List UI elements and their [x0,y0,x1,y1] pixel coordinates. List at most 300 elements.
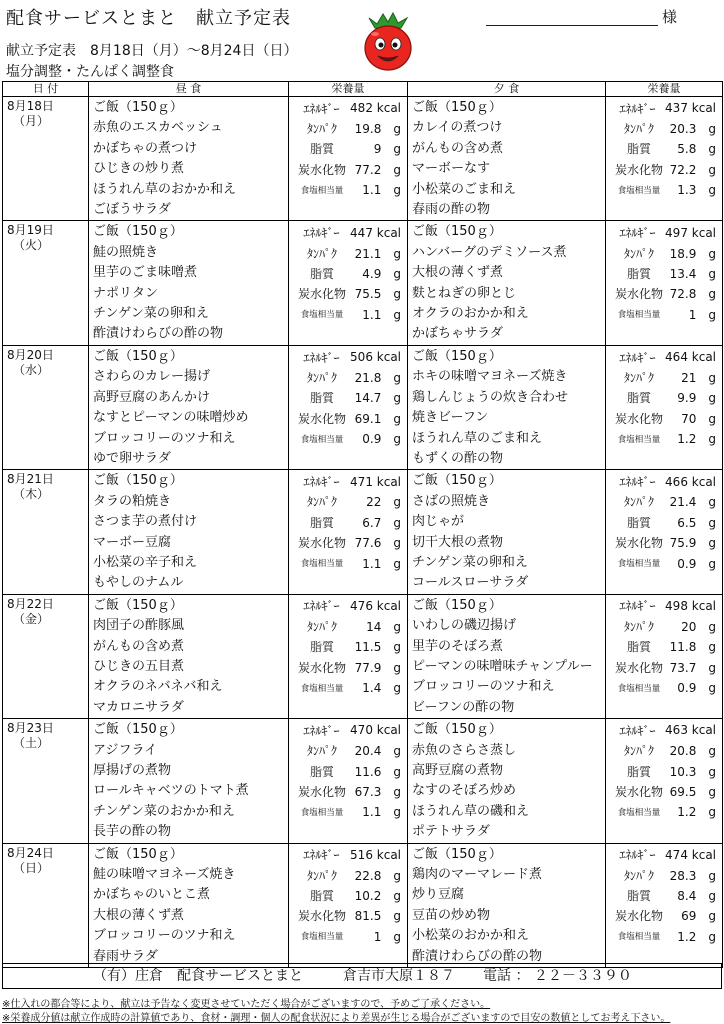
nutrition-label-protein: ﾀﾝﾊﾟｸ [306,122,337,137]
dinner-dish: コールスローサラダ [412,575,529,591]
lunch-nutrition-list [289,221,407,324]
note-nutrition-values: ※栄養成分値は献立作成時の計算値であり、食材・調理・個人の配食状況により差異が生じる場合がございますので目安の数値としてお考え下さい。 [2,1013,671,1024]
lunch-dish: 長芋の酢の物 [93,824,172,840]
nutrition-row-protein [606,367,722,387]
dinner-dish: がんもの含め煮 [412,140,504,156]
nutrition-label-salt: 食塩相当量 [300,310,344,321]
honorific-label: 様 [662,8,678,26]
lunch-nutrition-list [289,346,407,449]
nutrition-label-energy: ｴﾈﾙｷﾞｰ [619,101,656,116]
lunch-dish: ひじきの五目煮 [93,658,185,674]
nutrition-label-energy: ｴﾈﾙｷﾞｰ [619,723,656,738]
nutrition-value-protein: 21.1 g [354,246,401,261]
nutrition-value-salt: 0.9 g [362,432,401,447]
nutrition-label-protein: ﾀﾝﾊﾟｸ [623,246,654,261]
nutrition-row-fat [289,139,407,159]
lunch-dish: マカロニサラダ [93,699,184,715]
lunch-dish: 小松菜の辛子和え [93,554,198,570]
date-text: 8月22日 [7,596,54,611]
nutrition-value-carb: 73.7 g [669,660,716,675]
nutrition-row-protein [606,865,722,885]
lunch-nutrition-cell [289,470,408,594]
nutrition-row-energy [289,845,407,865]
dinner-dish: ご飯（150ｇ） [412,224,502,240]
nutrition-row-carb [289,781,407,801]
lunch-dish-list [89,844,288,967]
nutrition-value-fat: 4.9 g [362,266,401,281]
nutrition-row-salt [289,677,407,697]
lunch-dish: ブロッコリーのツナ和え [93,928,236,944]
dinner-dish: 酢漬けわらびの酢の物 [412,948,543,964]
dinner-dish: 切干大根の煮物 [412,534,504,550]
nutrition-value-protein: 21 g [681,370,716,385]
nutrition-row-carb [606,159,722,179]
table-header-row [3,82,723,97]
date-text: 8月23日 [7,721,54,736]
nutrition-label-salt: 食塩相当量 [617,559,661,570]
dinner-dish-list [408,595,605,718]
nutrition-value-salt: 1 g [688,307,716,322]
dinner-dish: 大根の薄くず煮 [412,265,504,281]
footer-contact [2,963,722,989]
nutrition-value-salt: 1.1 g [362,183,401,198]
nutrition-row-carb [606,906,722,926]
date-text: 8月20日 [7,347,54,362]
nutrition-row-salt [289,926,407,946]
nutrition-value-energy: 474 kcal [665,847,716,862]
dinner-dish: 赤魚のさらさ蒸し [412,742,517,758]
nutrition-label-salt: 食塩相当量 [617,310,661,321]
nutrition-value-energy: 437 kcal [665,101,716,116]
nutrition-label-protein: ﾀﾝﾊﾟｸ [623,495,654,510]
dinner-nutrition-cell [606,594,723,718]
lunch-dish: がんもの含め煮 [93,638,185,654]
lunch-dish: ご飯（150ｇ） [93,597,183,613]
nutrition-value-salt: 0.9 g [677,556,716,571]
date-text: 8月19日 [7,223,54,238]
nutrition-value-carb: 75.9 g [669,536,716,551]
nutrition-label-salt: 食塩相当量 [617,932,661,943]
weekday-text: （水） [13,362,50,377]
dinner-dish: ブロッコリーのツナ和え [412,679,555,695]
lunch-dish: ご飯（150ｇ） [93,100,183,115]
nutrition-label-salt: 食塩相当量 [300,932,344,943]
nutrition-label-fat: 脂質 [309,889,334,904]
dinner-dish: さばの照焼き [412,493,491,509]
dinner-dish: ピーマンの味噌味チャンプルー [412,658,593,674]
nutrition-label-fat: 脂質 [626,889,651,904]
lunch-dish: かぼちゃの煮つけ [93,140,198,156]
nutrition-row-carb [606,781,722,801]
nutrition-row-carb [606,408,722,428]
nutrition-value-protein: 18.9 g [669,246,716,261]
lunch-dishes-cell [89,97,289,221]
weekday-text: （木） [13,487,50,502]
nutrition-label-protein: ﾀﾝﾊﾟｸ [623,868,654,883]
nutrition-label-fat: 脂質 [309,142,334,157]
nutrition-row-fat [289,637,407,657]
dinner-nutrition-cell [606,719,723,843]
nutrition-label-energy: ｴﾈﾙｷﾞｰ [619,350,656,365]
dinner-nutrition-list [606,595,722,698]
nutrition-value-energy: 482 kcal [350,101,401,116]
nutrition-value-carb: 69.1 g [354,411,401,426]
dinner-dish: 春雨の酢の物 [412,202,491,218]
nutrition-value-protein: 14 g [366,619,401,634]
nutrition-value-salt: 1.2 g [677,432,716,447]
lunch-nutrition-list [289,97,407,200]
lunch-dish: さわらのカレー揚げ [93,369,211,385]
date-cell [3,97,89,221]
nutrition-row-carb [289,532,407,552]
nutrition-label-carb: 炭水化物 [297,660,346,675]
nutrition-label-salt: 食塩相当量 [300,185,344,196]
dinner-nutrition-list [606,97,722,200]
dinner-dish: ご飯（150ｇ） [412,100,502,115]
lunch-dish: ご飯（150ｇ） [93,722,183,738]
lunch-dish: ご飯（150ｇ） [93,473,183,489]
nutrition-row-fat [289,263,407,283]
nutrition-value-carb: 70 g [681,411,716,426]
nutrition-label-carb: 炭水化物 [614,536,663,551]
nutrition-value-salt: 1.1 g [362,805,401,820]
dinner-dish: マーボーなす [412,161,491,177]
nutrition-label-protein: ﾀﾝﾊﾟｸ [623,619,654,634]
nutrition-row-salt [289,304,407,324]
nutrition-row-fat [606,388,722,408]
dinner-dish: 小松菜のごま和え [412,181,517,197]
nutrition-value-protein: 22 g [366,495,401,510]
dinner-dish: 鶏肉のマーマレード煮 [412,867,543,883]
nutrition-row-protein [289,243,407,263]
nutrition-value-protein: 28.3 g [669,868,716,883]
dinner-dish: 高野豆腐の煮物 [412,763,504,778]
lunch-dish: ご飯（150ｇ） [93,846,183,862]
nutrition-label-carb: 炭水化物 [297,909,346,924]
nutrition-label-fat: 脂質 [626,515,651,530]
dinner-dish-list [408,97,605,220]
day-row [3,345,723,469]
weekday-text: （月） [13,114,50,128]
nutrition-label-energy: ｴﾈﾙｷﾞｰ [619,226,656,241]
nutrition-row-fat [289,761,407,781]
nutrition-label-protein: ﾀﾝﾊﾟｸ [623,744,654,759]
lunch-dishes-cell [89,594,289,718]
date-text: 8月18日 [7,99,54,113]
dinner-dishes-cell [408,719,606,843]
weekday-text: （金） [13,611,50,626]
nutrition-value-salt: 1.4 g [362,681,401,695]
nutrition-value-fat: 9.9 g [677,391,716,406]
lunch-dish-list [89,470,288,593]
dinner-nutrition-list [606,221,722,324]
dinner-dish: 炒り豆腐 [412,887,465,903]
nutrition-row-carb [289,657,407,677]
nutrition-value-salt: 0.9 g [677,681,716,695]
lunch-dishes-cell [89,470,289,594]
dinner-dish: チンゲン菜の卵和え [412,554,528,570]
nutrition-label-energy: ｴﾈﾙｷﾞｰ [619,599,656,614]
nutrition-label-energy: ｴﾈﾙｷﾞｰ [303,475,340,489]
nutrition-label-salt: 食塩相当量 [300,683,344,694]
nutrition-value-salt: 1.2 g [677,805,716,820]
dinner-nutrition-cell [606,470,723,594]
nutrition-value-protein: 19.8 g [354,122,401,137]
nutrition-row-protein [289,865,407,885]
dinner-dishes-cell [408,594,606,718]
dinner-dish-list [408,346,605,469]
nutrition-value-energy: 506 kcal [350,350,401,365]
nutrition-label-salt: 食塩相当量 [617,185,661,196]
nutrition-value-salt: 1.1 g [362,307,401,322]
tomato-mascot-icon [363,10,413,72]
nutrition-value-protein: 20.3 g [669,122,716,137]
nutrition-row-salt [606,677,722,697]
day-row [3,594,723,718]
dinner-dish: 焼きビーフン [412,410,489,426]
dinner-dish: ほうれん草のごま和え [412,430,543,446]
lunch-dish: 春雨サラダ [93,948,158,964]
dinner-dish: ご飯（150ｇ） [412,722,502,738]
dinner-dish: ビーフンの酢の物 [412,699,515,715]
nutrition-label-energy: ｴﾈﾙｷﾞｰ [619,848,656,863]
nutrition-row-fat [606,761,722,781]
nutrition-row-carb [289,408,407,428]
nutrition-row-carb [606,657,722,677]
dinner-nutrition-cell [606,221,723,345]
lunch-nutrition-cell [289,594,408,718]
lunch-nutrition-cell [289,221,408,345]
lunch-dish-list [89,595,288,718]
date-cell [3,470,89,594]
nutrition-row-fat [289,885,407,905]
nutrition-row-protein [606,243,722,263]
nutrition-label-fat: 脂質 [626,266,651,281]
menu-period: 献立予定表 8月18日（月）～8月24日（日） [6,43,298,59]
nutrition-row-energy [606,845,722,865]
lunch-nutrition-list [289,470,407,573]
dinner-nutrition-list [606,346,722,449]
dinner-dish-list [408,719,605,842]
footer-address: 倉吉市大原１８７ [343,968,455,984]
nutrition-label-protein: ﾀﾝﾊﾟｸ [306,744,337,759]
nutrition-label-energy: ｴﾈﾙｷﾞｰ [619,475,656,489]
lunch-dish: ひじきの炒り煮 [93,161,185,177]
dinner-dish: 小松菜のおかか和え [412,928,530,944]
nutrition-row-energy [606,98,722,118]
lunch-dishes-cell [89,221,289,345]
nutrition-row-energy [606,347,722,367]
nutrition-row-salt [606,180,722,200]
lunch-dish: ブロッコリーのツナ和え [93,430,236,446]
nutrition-value-energy: 471 kcal [350,474,401,489]
header-lunch: 昼 食 [89,82,289,97]
nutrition-label-carb: 炭水化物 [614,785,663,800]
header-dinner-nutrition: 栄養量 [606,82,723,97]
nutrition-value-protein: 21.8 g [354,370,401,385]
dinner-dish: 里芋のそぼろ煮 [412,638,504,654]
dinner-dishes-cell [408,221,606,345]
menu-table [2,81,723,968]
nutrition-label-carb: 炭水化物 [614,411,663,426]
nutrition-row-protein [606,118,722,138]
footer-phone: 電話 ： ２２－３３９０ [483,968,632,984]
nutrition-label-salt: 食塩相当量 [617,434,661,445]
nutrition-label-salt: 食塩相当量 [300,434,344,445]
dinner-dish-list [408,470,605,593]
weekday-text: （日） [13,860,50,875]
nutrition-value-protein: 22.8 g [354,868,401,883]
date-cell [3,594,89,718]
nutrition-row-energy [606,471,722,491]
nutrition-value-fat: 9 g [373,142,401,157]
nutrition-label-fat: 脂質 [309,764,334,779]
footer-company: （有）庄倉 配食サービスとまと [93,968,303,984]
lunch-dishes-cell [89,843,289,967]
nutrition-label-salt: 食塩相当量 [617,807,661,818]
nutrition-row-protein [289,492,407,512]
nutrition-value-carb: 72.8 g [669,287,716,302]
day-row [3,843,723,967]
nutrition-value-fat: 11.8 g [669,640,716,655]
nutrition-label-fat: 脂質 [309,515,334,530]
dinner-nutrition-list [606,719,722,822]
nutrition-label-protein: ﾀﾝﾊﾟｸ [623,122,654,137]
nutrition-row-salt [289,180,407,200]
nutrition-row-carb [289,159,407,179]
dinner-dish: ポテトサラダ [412,824,490,840]
nutrition-row-carb [289,284,407,304]
nutrition-label-protein: ﾀﾝﾊﾟｸ [306,246,337,261]
nutrition-label-protein: ﾀﾝﾊﾟｸ [623,370,654,385]
lunch-dish-list [89,346,288,469]
nutrition-row-salt [606,428,722,448]
nutrition-value-carb: 77.6 g [354,536,401,551]
dinner-dish: もずくの酢の物 [412,450,504,466]
nutrition-row-energy [289,347,407,367]
lunch-nutrition-cell [289,97,408,221]
nutrition-row-energy [289,98,407,118]
lunch-dish: ほうれん草のおかか和え [93,181,237,197]
nutrition-label-carb: 炭水化物 [297,287,346,302]
dinner-dish: なすのそぼろ炒め [412,783,517,799]
nutrition-value-fat: 8.4 g [677,889,716,904]
nutrition-value-fat: 11.5 g [354,640,401,655]
lunch-nutrition-list [289,719,407,822]
dinner-dish: 肉じゃが [412,514,465,530]
nutrition-label-carb: 炭水化物 [297,162,346,177]
nutrition-row-protein [289,367,407,387]
dinner-dish: カレイの煮つけ [412,120,503,136]
nutrition-label-energy: ｴﾈﾙｷﾞｰ [303,599,340,614]
nutrition-label-carb: 炭水化物 [614,660,663,675]
nutrition-row-protein [606,741,722,761]
nutrition-label-protein: ﾀﾝﾊﾟｸ [306,868,337,883]
nutrition-value-carb: 77.9 g [354,660,401,675]
nutrition-value-salt: 1.2 g [677,929,716,944]
nutrition-value-fat: 11.6 g [354,764,401,779]
lunch-dish: かぼちゃのいとこ煮 [93,887,211,903]
nutrition-value-energy: 498 kcal [665,598,716,613]
nutrition-row-energy [606,720,722,740]
nutrition-row-salt [606,802,722,822]
dinner-dish-list [408,221,605,344]
dinner-dish-list [408,844,605,967]
lunch-dish-list [89,719,288,842]
nutrition-label-fat: 脂質 [309,640,334,655]
dinner-nutrition-cell [606,345,723,469]
nutrition-label-carb: 炭水化物 [297,785,346,800]
lunch-dish: 厚揚げの煮物 [93,763,172,778]
nutrition-row-carb [606,284,722,304]
day-row [3,97,723,221]
nutrition-label-carb: 炭水化物 [614,162,663,177]
dinner-dishes-cell [408,843,606,967]
lunch-dish: 里芋のごま味噌煮 [93,265,198,281]
nutrition-value-fat: 13.4 g [669,266,716,281]
header-date: 日 付 [3,82,89,97]
nutrition-value-carb: 69 g [681,909,716,924]
lunch-dish: なすとピーマンの味噌炒め [93,410,249,426]
nutrition-row-energy [289,596,407,616]
lunch-dish: ごぼうサラダ [93,202,171,218]
nutrition-row-salt [606,926,722,946]
dinner-nutrition-cell [606,97,723,221]
dinner-nutrition-list [606,470,722,573]
lunch-nutrition-cell [289,843,408,967]
dinner-dish: ホキの味噌マヨネーズ焼き [412,369,568,385]
nutrition-row-protein [289,616,407,636]
nutrition-label-carb: 炭水化物 [614,287,663,302]
date-text: 8月21日 [7,472,54,487]
lunch-dish: アジフライ [93,742,158,758]
lunch-dish: ゆで卵サラダ [93,450,171,466]
lunch-dish: 酢漬けわらびの酢の物 [93,326,224,342]
nutrition-row-salt [606,304,722,324]
lunch-nutrition-list [289,595,407,698]
lunch-nutrition-cell [289,345,408,469]
lunch-dish: さつま芋の煮付け [93,514,198,530]
lunch-dishes-cell [89,719,289,843]
lunch-dish: チンゲン菜のおかか和え [93,803,235,819]
nutrition-label-protein: ﾀﾝﾊﾟｸ [306,370,337,385]
nutrition-row-salt [289,553,407,573]
page-title: 配食サービスとまと 献立予定表 [6,8,291,29]
nutrition-label-fat: 脂質 [309,266,334,281]
nutrition-row-fat [606,263,722,283]
nutrition-row-energy [289,471,407,491]
nutrition-value-energy: 447 kcal [350,225,401,240]
nutrition-row-fat [606,139,722,159]
dinner-dish: 麩とねぎの卵とじ [412,285,517,301]
dinner-dish: ハンバーグのデミソース煮 [412,244,567,260]
nutrition-row-fat [606,885,722,905]
recipient-name-line [486,24,658,26]
lunch-nutrition-list [289,844,407,947]
lunch-dishes-cell [89,345,289,469]
dinner-dish: ご飯（150ｇ） [412,846,502,862]
lunch-dish: ご飯（150ｇ） [93,224,183,240]
nutrition-row-salt [606,553,722,573]
nutrition-value-carb: 67.3 g [354,785,401,800]
nutrition-value-salt: 1 g [373,929,401,944]
nutrition-value-protein: 20.4 g [354,744,401,759]
nutrition-value-energy: 516 kcal [350,847,401,862]
lunch-dish: 鮭の照焼き [93,244,159,260]
dinner-dishes-cell [408,470,606,594]
date-cell [3,843,89,967]
nutrition-label-energy: ｴﾈﾙｷﾞｰ [303,226,340,241]
